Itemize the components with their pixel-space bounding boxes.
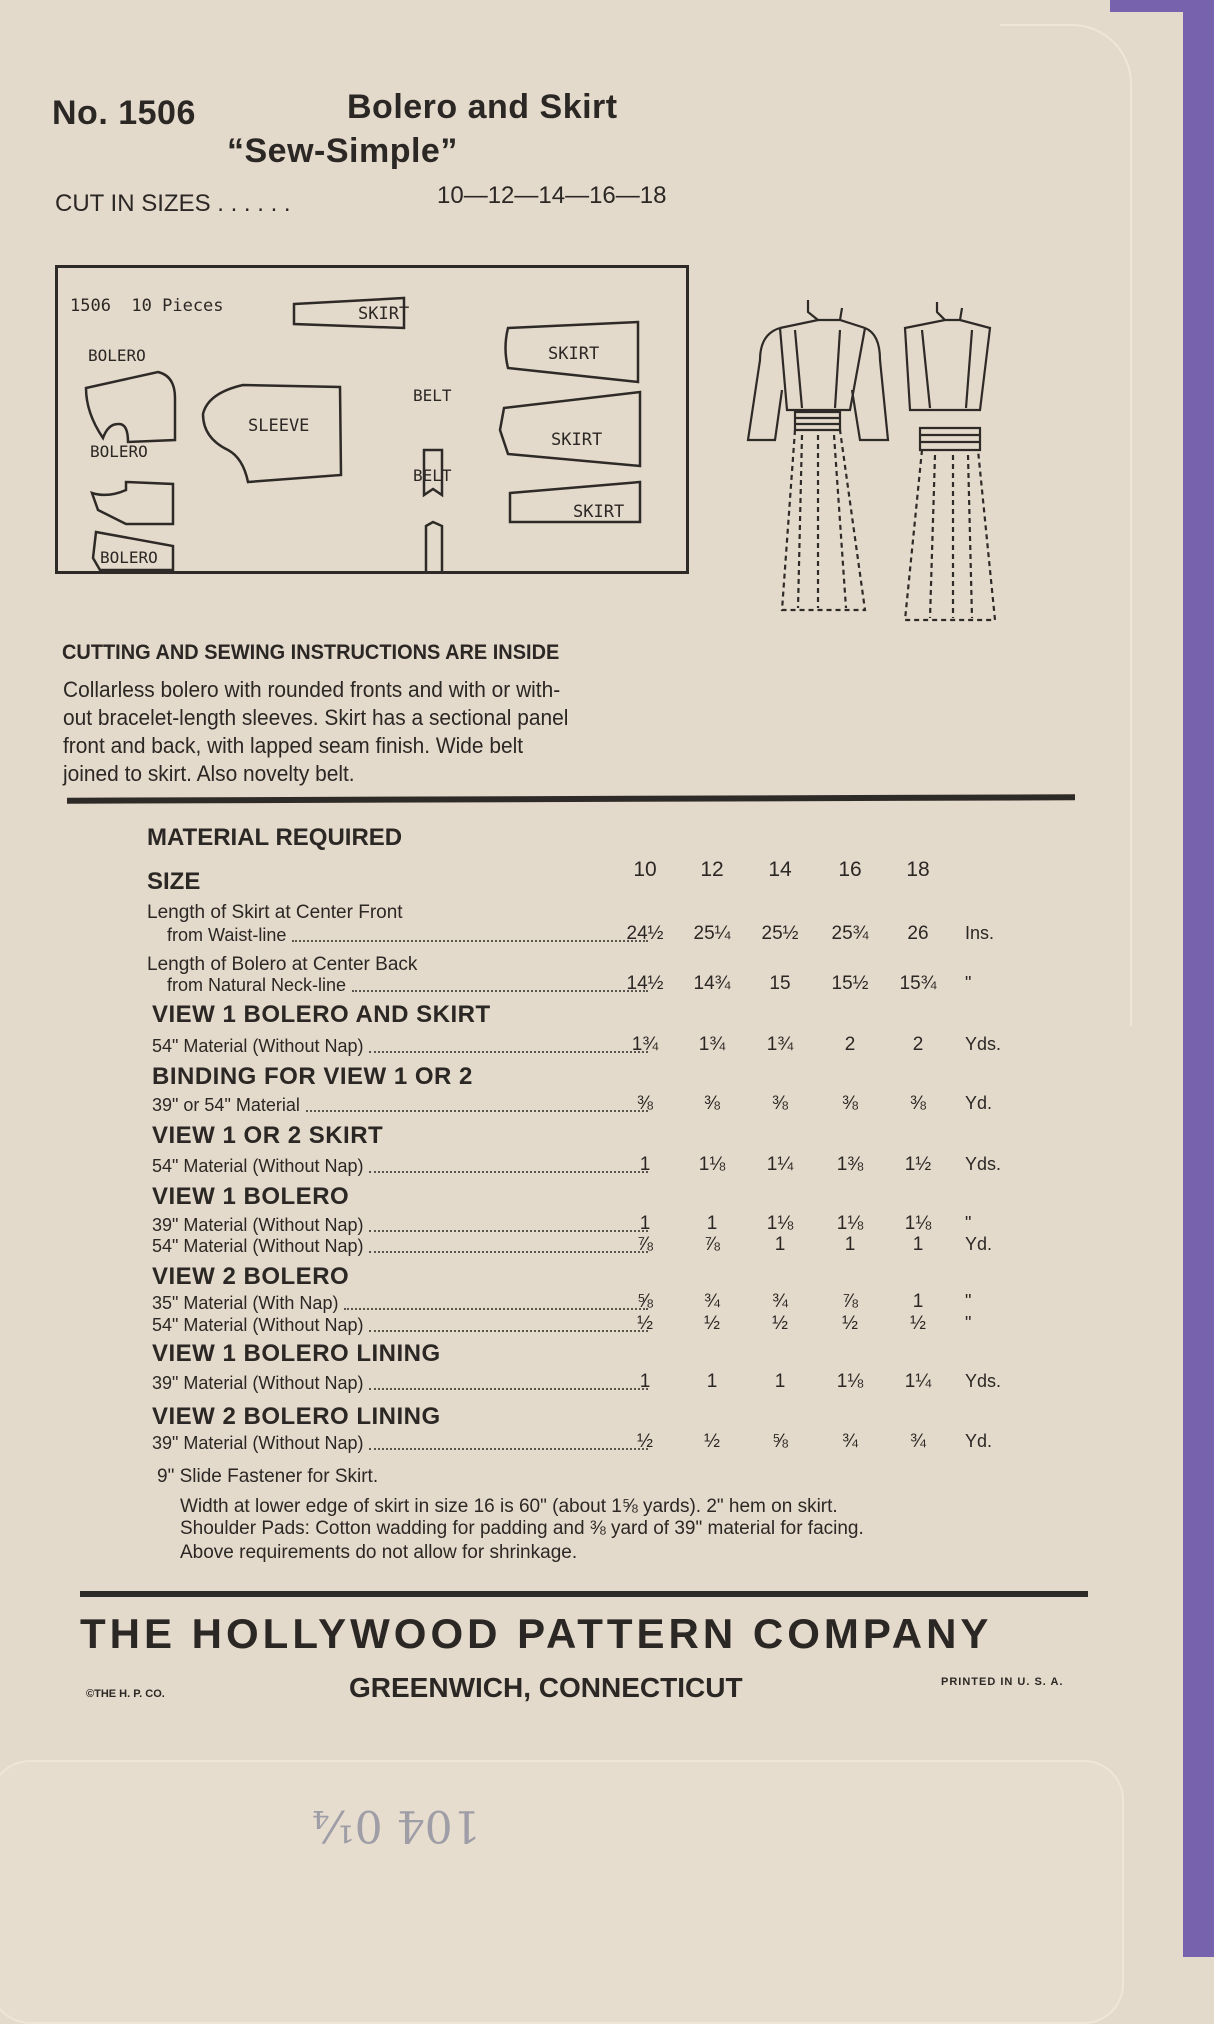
garment-illustration <box>740 290 1000 630</box>
copyright: ©THE H. P. CO. <box>86 1688 165 1700</box>
size-column-header: 12 <box>700 858 724 881</box>
material-label: 39" or 54" Material <box>152 1095 300 1115</box>
material-label: 35" Material (With Nap) <box>152 1293 339 1313</box>
material-value: ⅜ <box>910 1093 926 1114</box>
dotted-leader <box>369 1448 648 1450</box>
description-line: out bracelet-length sleeves. Skirt has a sectional panel <box>63 705 569 730</box>
material-value: 1 <box>844 1234 856 1255</box>
material-value: ⅞ <box>637 1234 653 1255</box>
material-value: 1¾ <box>698 1034 726 1055</box>
note-line: Width at lower edge of skirt in size 16 is 60" (about 1⅝ yards). 2" hem on skirt. <box>180 1496 838 1517</box>
pieces-caption: 1506 10 Pieces <box>70 296 224 316</box>
material-group-title: VIEW 1 OR 2 SKIRT <box>152 1122 384 1149</box>
material-label: 39" Material (Without Nap) <box>152 1433 364 1453</box>
pattern-number: No. 1506 <box>52 94 196 132</box>
printed-in: PRINTED IN U. S. A. <box>941 1676 1064 1688</box>
material-label: 39" Material (Without Nap) <box>152 1373 364 1393</box>
material-value: 1 <box>639 1154 651 1175</box>
note-line: Above requirements do not allow for shrinkage. <box>180 1542 578 1563</box>
material-value: 2 <box>912 1034 924 1055</box>
piece-label-bolero: BOLERO <box>90 442 148 461</box>
dotted-leader <box>369 1251 648 1253</box>
instructions-heading: CUTTING AND SEWING INSTRUCTIONS ARE INSIDE <box>62 641 560 664</box>
size-column-header: 18 <box>906 858 930 881</box>
material-value: 1 <box>774 1234 786 1255</box>
material-unit: Yd. <box>965 1431 993 1451</box>
material-value: 14¾ <box>693 973 731 994</box>
dotted-leader <box>306 1110 648 1112</box>
divider <box>80 1591 1088 1597</box>
material-value: 1⅜ <box>836 1154 864 1175</box>
size-column-header: 16 <box>838 858 862 881</box>
material-row <box>152 1315 650 1336</box>
dotted-leader <box>352 990 648 992</box>
note-line: Shoulder Pads: Cotton wadding for padding and ⅜ yard of 39" material for facing. <box>180 1518 864 1539</box>
location: GREENWICH, CONNECTICUT <box>349 1672 743 1703</box>
material-required-heading: MATERIAL REQUIRED <box>147 824 403 851</box>
material-unit: " <box>965 1291 972 1311</box>
pattern-pieces-diagram <box>55 265 689 574</box>
material-value: 1⅛ <box>836 1213 864 1234</box>
material-value: 1⅛ <box>836 1371 864 1392</box>
material-value: 1 <box>706 1371 718 1392</box>
material-value: 14½ <box>626 973 664 994</box>
material-unit: Yds. <box>965 1034 1002 1054</box>
piece-label-bolero: BOLERO <box>100 548 158 567</box>
material-group-title: VIEW 2 BOLERO <box>152 1263 350 1290</box>
slide-fastener-note: 9" Slide Fastener for Skirt. <box>157 1466 379 1487</box>
dotted-leader <box>344 1308 648 1310</box>
material-group-title: VIEW 1 BOLERO <box>152 1183 350 1210</box>
envelope-edge <box>1183 0 1214 1957</box>
pattern-title: Bolero and Skirt <box>347 88 618 126</box>
material-value: ¾ <box>772 1291 788 1312</box>
material-row <box>152 1156 650 1177</box>
piece-label-bolero: BOLERO <box>88 346 146 365</box>
material-value: 1 <box>639 1371 651 1392</box>
piece-label-skirt: SKIRT <box>358 304 410 324</box>
material-unit: Yds. <box>965 1154 1002 1174</box>
dotted-leader <box>369 1051 648 1053</box>
material-value: 15¾ <box>899 973 937 994</box>
material-value: ⅜ <box>842 1093 858 1114</box>
material-group-title: Length of Bolero at Center Back <box>147 954 418 975</box>
material-value: 1¼ <box>904 1371 932 1392</box>
material-value: 1⅛ <box>766 1213 794 1234</box>
pattern-subtitle: “Sew-Simple” <box>227 132 458 170</box>
material-label: 54" Material (Without Nap) <box>152 1236 364 1256</box>
material-value: 1⅛ <box>904 1213 932 1234</box>
material-value: ¾ <box>910 1431 926 1452</box>
material-unit: Yd. <box>965 1093 993 1113</box>
material-value: 15 <box>769 973 791 994</box>
view-1-figure <box>748 300 888 610</box>
material-row <box>152 1373 650 1394</box>
divider <box>67 794 1075 804</box>
material-value: 25½ <box>761 923 799 944</box>
material-value: 2 <box>844 1034 856 1055</box>
dotted-leader <box>369 1388 648 1390</box>
description-line: front and back, with lapped seam finish. Wide belt <box>63 733 524 758</box>
material-group-title: VIEW 2 BOLERO LINING <box>152 1403 441 1430</box>
material-value: ⅝ <box>637 1291 653 1312</box>
material-row <box>167 925 650 946</box>
material-value: ⅝ <box>772 1431 788 1452</box>
material-group-title: BINDING FOR VIEW 1 OR 2 <box>152 1063 473 1090</box>
material-value: ⅜ <box>772 1093 788 1114</box>
envelope-top-edge <box>1110 0 1214 12</box>
material-value: 1½ <box>904 1154 932 1175</box>
size-column-header: 10 <box>633 858 657 881</box>
material-value: 1 <box>912 1234 924 1255</box>
material-value: 15½ <box>831 973 869 994</box>
dotted-leader <box>369 1230 648 1232</box>
material-value: ⅞ <box>842 1291 858 1312</box>
material-value: 1¼ <box>766 1154 794 1175</box>
description-line: joined to skirt. Also novelty belt. <box>63 761 355 786</box>
piece-label-skirt: SKIRT <box>548 344 600 364</box>
piece-label-skirt: SKIRT <box>573 502 625 522</box>
dotted-leader <box>369 1330 648 1332</box>
material-unit: Yd. <box>965 1234 993 1254</box>
material-unit: Yds. <box>965 1371 1002 1391</box>
piece-label-belt: BELT <box>413 386 452 405</box>
material-value: 25¼ <box>693 923 731 944</box>
description-line: Collarless bolero with rounded fronts and with or with- <box>63 677 561 702</box>
material-value: ⅜ <box>637 1093 653 1114</box>
material-label: from Natural Neck-line <box>167 975 347 995</box>
garment-description <box>63 676 652 788</box>
material-label: 54" Material (Without Nap) <box>152 1036 364 1056</box>
material-group-title: VIEW 1 BOLERO AND SKIRT <box>152 1001 491 1028</box>
material-value: ½ <box>704 1431 720 1452</box>
material-value: 1¾ <box>631 1034 659 1055</box>
material-value: 1 <box>706 1213 718 1234</box>
material-value: ½ <box>910 1313 926 1334</box>
material-value: 1¾ <box>766 1034 794 1055</box>
piece-label-skirt: SKIRT <box>551 430 603 450</box>
material-value: 1 <box>912 1291 924 1312</box>
size-column-header: 14 <box>768 858 792 881</box>
piece-label-belt: BELT <box>413 466 452 485</box>
material-row <box>152 1293 650 1314</box>
dotted-leader <box>369 1171 648 1173</box>
material-value: ½ <box>637 1431 653 1452</box>
material-unit: " <box>965 1213 972 1233</box>
material-row <box>152 1036 650 1057</box>
material-unit: Ins. <box>965 923 995 943</box>
material-group-title: VIEW 1 BOLERO LINING <box>152 1340 441 1367</box>
material-value: 1⅛ <box>698 1154 726 1175</box>
material-value: 25¾ <box>831 923 869 944</box>
material-row <box>152 1215 650 1236</box>
material-value: 1 <box>639 1213 651 1234</box>
material-label: from Waist-line <box>167 925 287 945</box>
material-label: 39" Material (Without Nap) <box>152 1215 364 1235</box>
material-row <box>152 1095 650 1116</box>
material-label: 54" Material (Without Nap) <box>152 1156 364 1176</box>
material-value: ¾ <box>704 1291 720 1312</box>
material-value: ⅜ <box>704 1093 720 1114</box>
piece-label-sleeve: SLEEVE <box>248 416 310 436</box>
material-row <box>152 1236 650 1257</box>
material-value: 24½ <box>626 923 664 944</box>
material-value: ½ <box>704 1313 720 1334</box>
envelope-flap-edge <box>1000 24 1132 1026</box>
material-value: ½ <box>842 1313 858 1334</box>
view-2-figure <box>905 302 995 620</box>
material-row <box>152 1433 650 1454</box>
envelope-flap <box>0 1760 1124 2024</box>
cut-in-sizes-label: CUT IN SIZES . . . . . . <box>55 190 291 217</box>
material-group-title: Length of Skirt at Center Front <box>147 902 403 923</box>
material-label: 54" Material (Without Nap) <box>152 1315 364 1335</box>
material-value: ½ <box>637 1313 653 1334</box>
material-unit: " <box>965 973 972 993</box>
material-unit: " <box>965 1313 972 1333</box>
dotted-leader <box>292 940 648 942</box>
material-value: 1 <box>774 1371 786 1392</box>
material-value: ¾ <box>842 1431 858 1452</box>
sizes-range: 10—12—14—16—18 <box>437 182 667 209</box>
material-value: ⅞ <box>704 1234 720 1255</box>
company-name: THE HOLLYWOOD PATTERN COMPANY <box>80 1610 993 1657</box>
pencil-note: 104 0¼ <box>312 1800 481 1851</box>
size-heading: SIZE <box>147 868 201 895</box>
material-value: ½ <box>772 1313 788 1334</box>
material-row <box>167 975 650 996</box>
material-value: 26 <box>907 923 929 944</box>
